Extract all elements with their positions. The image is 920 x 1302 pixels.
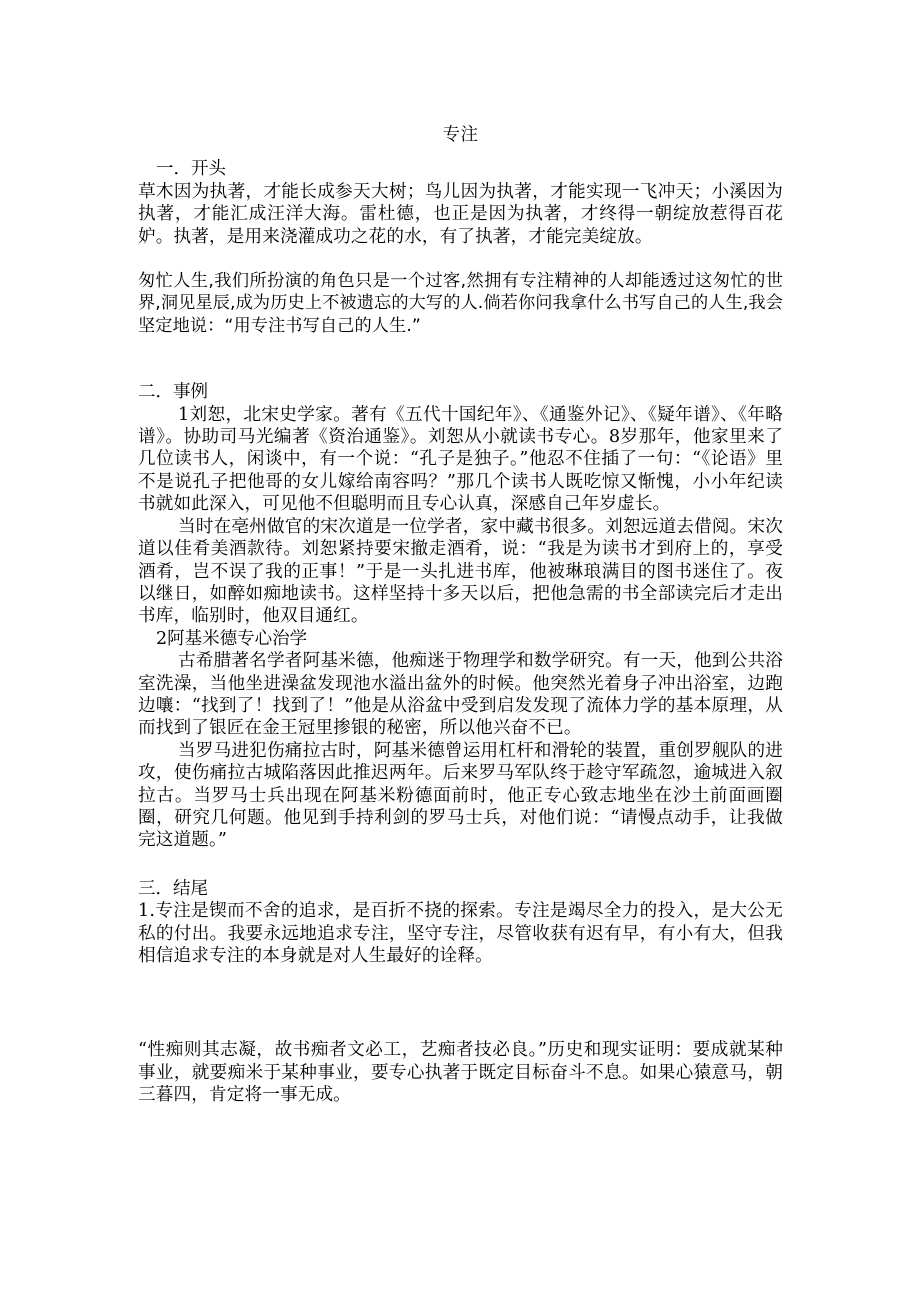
- paragraph-example-2: 古希腊著名学者阿基米德，他痴迷于物理学和数学研究。有一天，他到公共浴室洗澡，当他坐进澡盆发现池水溢出盆外的时候。他突然光着身子冲出浴室，边跑边嚷：“找到了！找到了！”他是从浴盆中受到启发发现了流体力学的基本原理，从而找到了银匠在金王冠里掺银的秘密，所以他兴奋不已。: [138, 651, 783, 739]
- document-content: [138, 0, 783, 1107]
- paragraph-example-2-cont: 当罗马进犯伤痛拉古时，阿基米德曾运用杠杆和滑轮的装置，重创罗舰队的进攻，使伤痛拉古城陷落因此推迟两年。后来罗马军队终于趁守军疏忽，逾城进入叙拉古。当罗马士兵出现在阿基米粉德面前时，他正专心致志地坐在沙土前面画圈圈，研究几何题。他见到手持利剑的罗马士兵，对他们说：“请慢点动手，让我做完这道题。”: [138, 740, 783, 851]
- section-gap-3: [138, 967, 783, 1039]
- paragraph-conclusion-1: 1.专注是锲而不舍的追求，是百折不挠的探索。专注是竭尽全力的投入，是大公无私的付出。我要永远地追求专注，坚守专注，尽管收获有迟有早，有小有大，但我相信追求专注的本身就是对人生最好的诠释。: [138, 901, 783, 966]
- section-gap-2: [138, 852, 783, 878]
- page-title: 专注: [442, 125, 479, 145]
- paragraph-gap: [138, 248, 783, 270]
- section-gap-1: [138, 337, 783, 381]
- section-heading-examples: 二．事例: [138, 382, 208, 403]
- paragraph-example-1-cont: 当时在亳州做官的宋次道是一位学者，家中藏书很多。刘恕远道去借阅。宋次道以佳肴美酒款待。刘恕紧持要宋撤走酒肴，说：“我是为读书才到府上的，享受酒肴，岂不误了我的正事！”于是一头扎进书库，他被琳琅满目的图书迷住了。夜以继日，如醉如痴地读书。这样坚持十多天以后，把他急需的书全部读完后才走出书库，临别时，他双目通红。: [138, 516, 783, 627]
- section-heading-conclusion: 三．结尾: [138, 878, 208, 899]
- paragraph-example-1: 1刘恕，北宋史学家。著有《五代十国纪年》、《通鉴外记》、《疑年谱》、《年略谱》。协助司马光编著《资治通鉴》。刘恕从小就读书专心。8岁那年，他家里来了几位读书人，闲谈中，有一个说：“孔子是独子。”他忍不住插了一句：“《论语》里不是说孔子把他哥的女儿嫁给南容吗？”那几个读书人既吃惊又惭愧，小小年纪读书就如此深入，可见他不但聪明而且专心认真，深感自己年岁虚长。: [138, 404, 783, 515]
- subheading-example-2: 2阿基米德专心治学: [156, 628, 308, 649]
- section-heading-opening: 一．开头: [156, 159, 226, 180]
- paragraph-closing-quote: “性痴则其志凝，故书痴者文必工，艺痴者技必良。”历史和现实证明：要成就某种事业，就要痴米于某种事业，要专心执著于既定目标奋斗不息。如果心猿意马，朝三暮四，肯定将一事无成。: [138, 1040, 783, 1106]
- paragraph-opening-1: 草木因为执著，才能长成参天大树；鸟儿因为执著，才能实现一飞冲天；小溪因为执著，才能汇成汪洋大海。雷杜德，也正是因为执著，才终得一朝绽放惹得百花妒。执著，是用来浇灌成功之花的水，有了执著，才能完美绽放。: [138, 181, 783, 247]
- title-spacer: [138, 146, 783, 158]
- paragraph-opening-2: 匆忙人生,我们所扮演的角色只是一个过客,然拥有专注精神的人却能透过这匆忙的世界,洞见星辰,成为历史上不被遗忘的大写的人.倘若你问我拿什么书写自己的人生,我会坚定地说：“用专注书写自己的人生.”: [138, 271, 783, 336]
